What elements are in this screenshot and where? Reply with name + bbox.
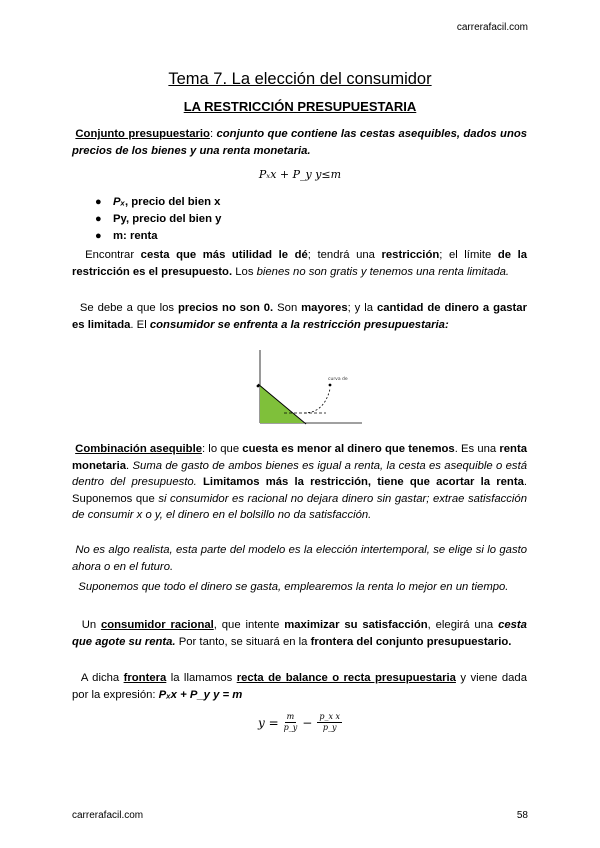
denominator: p_y: [283, 723, 298, 732]
text: , que intente: [213, 619, 285, 631]
text-bold: cantidad de dinero a gastar es limitada: [72, 302, 527, 331]
page-title: Tema 7. La elección del consumidor: [168, 70, 432, 88]
list-item: [95, 194, 221, 211]
text-bold: de la restricción es el presupuesto.: [72, 249, 528, 278]
optimum-point: [329, 384, 332, 387]
bullet-icon: ●: [95, 230, 102, 242]
text: : lo que: [202, 443, 243, 455]
text: , elegirá una: [427, 619, 499, 631]
list-item: [95, 228, 221, 245]
bullet-text: , precio del bien y: [125, 213, 222, 225]
text: . Suponemos que: [72, 476, 527, 505]
formula-operator: −: [302, 715, 313, 730]
definition: conjunto que contiene las cestas asequibles, dados unos precios de los bienes y una renta monetaria.: [72, 128, 528, 157]
text: .: [126, 459, 133, 472]
text: ; tendrá una: [307, 249, 382, 261]
numerator: p_x x: [319, 712, 341, 721]
text-italic: bienes no son gratis y tenemos una renta limitada.: [256, 265, 510, 278]
paragraph-combinacion: [72, 441, 527, 524]
bullet-icon: ●: [95, 213, 102, 225]
text-italic: No es algo realista, esta parte del modelo es la elección intertemporal, se elige si lo gasto ahora o en el futuro.: [72, 544, 528, 573]
text: Encontrar: [85, 249, 141, 261]
text-italic: Suma de gasto de ambos bienes es igual a renta, la cesta es asequible o está dentro del presupuesto.: [72, 459, 528, 488]
text-bold: cuesta es menor al dinero que tenemos: [242, 443, 455, 455]
budget-formula: Pₓx + P_y y≤m: [258, 168, 342, 181]
bullet-symbol: m:: [113, 230, 127, 242]
term-conjunto: Conjunto presupuestario: [75, 128, 210, 140]
paragraph-suponemos: [72, 579, 527, 596]
numerator: m: [286, 712, 295, 721]
term-consumidor-racional: consumidor racional: [100, 619, 214, 631]
text: y viene dada por la expresión:: [72, 672, 527, 701]
term-frontera: frontera: [123, 672, 167, 684]
text-bold: renta monetaria: [72, 443, 527, 472]
bullet-symbol: Pₓ: [113, 196, 125, 208]
term-combinacion: Combinación asequible: [75, 443, 202, 455]
bullet-icon: ●: [95, 196, 102, 208]
bullet-symbol: Py: [113, 213, 126, 225]
text-italic: si consumidor es racional no dejara dinero sin gastar; extrae satisfacción de consumir x o y, el dinero en el bolsillo no da satisfacción.: [72, 492, 527, 521]
fraction-1: [284, 712, 298, 733]
text-bold-italic: cesta que agote su renta.: [72, 619, 527, 648]
paragraph-frontera: [72, 670, 527, 703]
text-bold: Limitamos más la restricción, tiene que acortar la renta: [203, 476, 524, 488]
text-bold: maximizar su satisfacción: [284, 619, 428, 631]
paragraph-racional: [72, 617, 527, 650]
fraction-2: [317, 712, 342, 733]
curve-label: curva de: [328, 377, 348, 382]
bullet-list: [95, 194, 221, 245]
budget-line-formula: [258, 712, 342, 733]
text: Los: [232, 265, 257, 278]
header-site: carrerafacil.com: [456, 22, 528, 33]
text-bold: precios no son 0.: [177, 302, 274, 314]
budget-set-figure: [244, 345, 364, 430]
paragraph-precios: [72, 300, 527, 333]
text: la llamamos: [166, 672, 237, 684]
text-italic: Suponemos que todo el dinero se gasta, emplearemos la renta lo mejor en un tiempo.: [78, 581, 509, 593]
axis-point: [257, 385, 260, 388]
text: ; el límite: [439, 249, 498, 261]
term-recta-balance: recta de balance o recta presupuestaria: [236, 672, 456, 684]
paragraph-realista: [72, 542, 527, 575]
indifference-curve: [304, 389, 330, 413]
text: . Es una: [454, 443, 500, 455]
text: Son: [273, 302, 302, 314]
text-bold: mayores: [301, 302, 348, 314]
text-bold-italic: consumidor se enfrenta a la restricción presupuestaria:: [149, 318, 449, 331]
text: Un: [81, 619, 101, 631]
text: Se debe a que los: [79, 302, 178, 314]
text: . El: [130, 318, 150, 331]
text-bold: frontera del conjunto presupuestario.: [310, 635, 512, 648]
inline-formula: Pₓx + P_y y = m: [158, 688, 243, 701]
denominator: p_y: [322, 723, 337, 732]
colon: :: [209, 128, 217, 140]
bullet-text: , precio del bien x: [125, 196, 221, 208]
bullet-text: renta: [126, 230, 158, 242]
text: Por tanto, se situará en la: [175, 635, 311, 648]
section-title: LA RESTRICCIÓN PRESUPUESTARIA: [183, 99, 417, 114]
page-number: 58: [516, 810, 528, 821]
paragraph-conjunto: [72, 126, 527, 159]
text-bold: cesta que más utilidad le dé: [140, 249, 308, 261]
text: A dicha: [80, 672, 124, 684]
footer-site: carrerafacil.com: [72, 810, 144, 821]
text: ; y la: [347, 302, 377, 314]
text-bold: restricción: [381, 249, 440, 261]
list-item: [95, 211, 221, 228]
formula-lhs: y =: [258, 715, 279, 730]
paragraph-encontrar: [72, 247, 527, 280]
